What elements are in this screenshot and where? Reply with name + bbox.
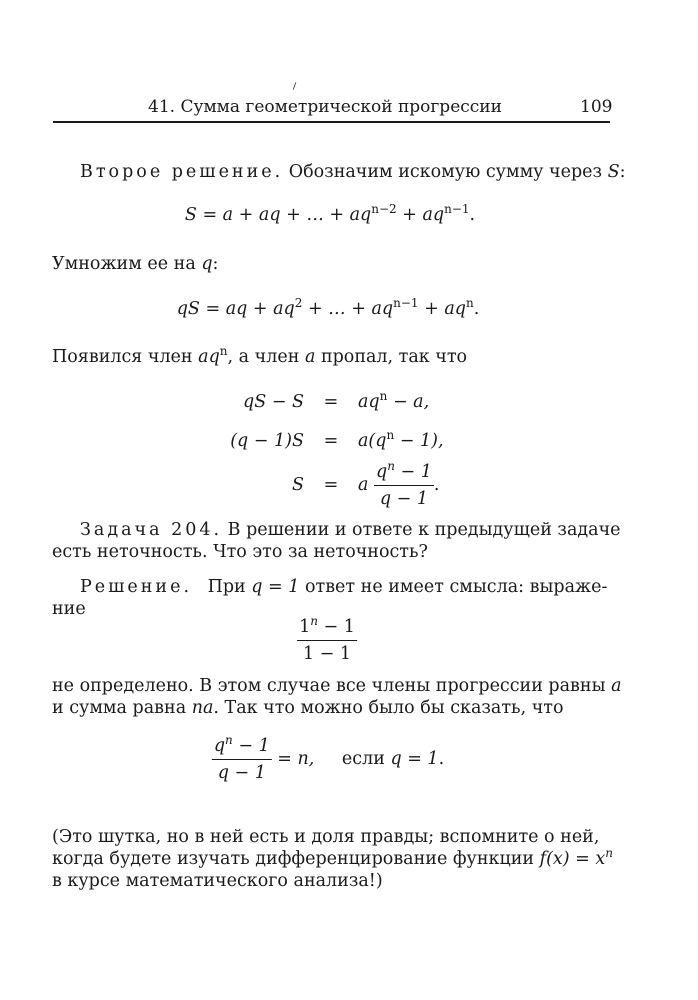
final-den: q − 1 [217,763,266,783]
final-fraction [212,733,272,783]
problem-text-1: В решении и ответе к предыдущей задаче [227,520,621,540]
appeared-part1: Появился член [52,347,199,367]
row1-rhs1: aq [358,391,380,412]
solution-line-1 [80,577,607,597]
remark-text-1: (Это шутка, но в ней есть и доля правды; вспомните о ней, [52,827,600,847]
final-equation [212,733,445,783]
eq-sum-exp2: n−1 [444,202,470,216]
appeared-text [52,344,468,367]
equation-system [186,382,444,510]
equation-row [186,421,444,460]
appeared-var: aq [198,347,220,367]
appeared-exp: n [219,344,228,358]
appeared-a: a [304,347,316,367]
frac1-num2: − 1 [317,617,355,637]
eq-sum-lhs: S [184,205,197,225]
stray-mark [293,82,297,90]
row1-rhs2: − a, [387,391,430,412]
solution-text-4b: . Так что можно было бы сказать, что [213,698,564,718]
row3-num-exp: n [387,458,395,473]
solution-label: Решение. [80,577,193,597]
row3-num1: q [376,461,388,482]
equation-sum [184,202,476,225]
remark-function: f(x) = x [539,849,606,869]
row3-num2: − 1 [394,461,432,482]
solution-text-1b: ответ не имеет смысла: выраже- [299,577,608,597]
remark-text-2: когда будете изучать дифференцирование функции [52,849,540,869]
solution-line-4 [52,698,564,718]
multiply-text [52,254,218,274]
final-rhs: = n, [271,749,315,769]
row2-eq: = [323,430,339,451]
remark-text-3: в курсе математического анализа!) [52,871,383,891]
eq-qs-end: . [473,299,480,319]
problem-line-1 [80,520,621,540]
row3-fraction [374,458,434,509]
remark-line-2 [52,846,614,869]
undefined-fraction [297,614,357,664]
remark-line-1 [52,827,599,847]
problem-line-2 [52,542,428,562]
row3-lhs: S [292,475,304,495]
final-num1: q [213,736,226,756]
eq-qs-part2: + … + aq [302,299,394,319]
eq-sum-part1: = a + aq + … + aq [196,205,372,225]
solution-text-4a: и сумма равна [52,698,192,718]
frac1-exp: n [310,614,318,628]
section-title: 41. Сумма геометрической прогрессии [148,97,502,117]
problem-label: Задача 204. [80,520,223,540]
second-solution-intro: Обозначим искомую сумму через [288,162,603,182]
eq-sum-end: . [469,205,476,225]
solution-line-2 [52,599,86,619]
row1-eq: = [323,391,339,412]
eq-qs-exp1: 2 [294,296,303,310]
intro-colon: : [619,162,626,182]
eq-qs-part3: + aq [418,299,466,319]
row3-a: a [358,474,369,495]
page-number: 109 [580,97,613,117]
row2-lhs: (q − 1)S [230,430,304,451]
solution-text-1a: При [207,577,252,597]
row2-exp: n [386,427,395,442]
final-cond-a: если [341,749,391,769]
eq-qs-exp2: n−1 [393,296,419,310]
second-solution-label: Второе решение. [80,162,284,182]
multiply-label: Умножим ее на [52,254,202,274]
equation-qs [176,296,480,319]
final-num2: − 1 [232,736,270,756]
second-solution-paragraph [80,162,626,182]
multiply-colon: : [212,254,219,274]
final-num-exp: n [225,733,233,747]
frac1-den: 1 − 1 [302,644,352,664]
equation-row [186,460,444,510]
eq-sum-exp1: n−2 [371,202,397,216]
row3-end: . [433,474,440,495]
eq-qs-part1: qS = aq + aq [176,299,295,319]
appeared-part2: , а член [227,347,305,367]
solution-var-a: a [611,676,622,696]
frac1-num1: 1 [299,617,311,637]
eq-sum-part2: + aq [396,205,445,225]
appeared-part3: пропал, так что [315,347,468,367]
header-rule [53,121,610,123]
final-cond-end: . [438,749,445,769]
row2-rhs1: a(q [358,430,387,451]
solution-text-3: не определено. В этом случае все члены прогрессии равны [52,676,612,696]
eq-qs-exp3: n [465,296,474,310]
row3-den: q − 1 [379,488,429,509]
final-cond-eq: q = 1 [390,749,439,769]
row1-exp: n [379,388,388,403]
solution-q-eq: q = 1 [251,577,300,597]
solution-text-2: ние [52,599,86,619]
row1-lhs: qS − S [243,391,304,412]
row2-rhs2: − 1), [394,430,444,451]
var-s: S [607,162,620,182]
row3-eq: = [323,475,339,495]
solution-var-na: na [191,698,214,718]
remark-exp: n [605,846,614,860]
remark-line-3 [52,871,383,891]
fraction-1n [297,614,357,664]
problem-text-2: есть неточность. Что это за неточность? [52,542,428,562]
solution-line-3 [52,676,622,696]
equation-row [186,382,444,421]
multiply-var: q [201,254,213,274]
